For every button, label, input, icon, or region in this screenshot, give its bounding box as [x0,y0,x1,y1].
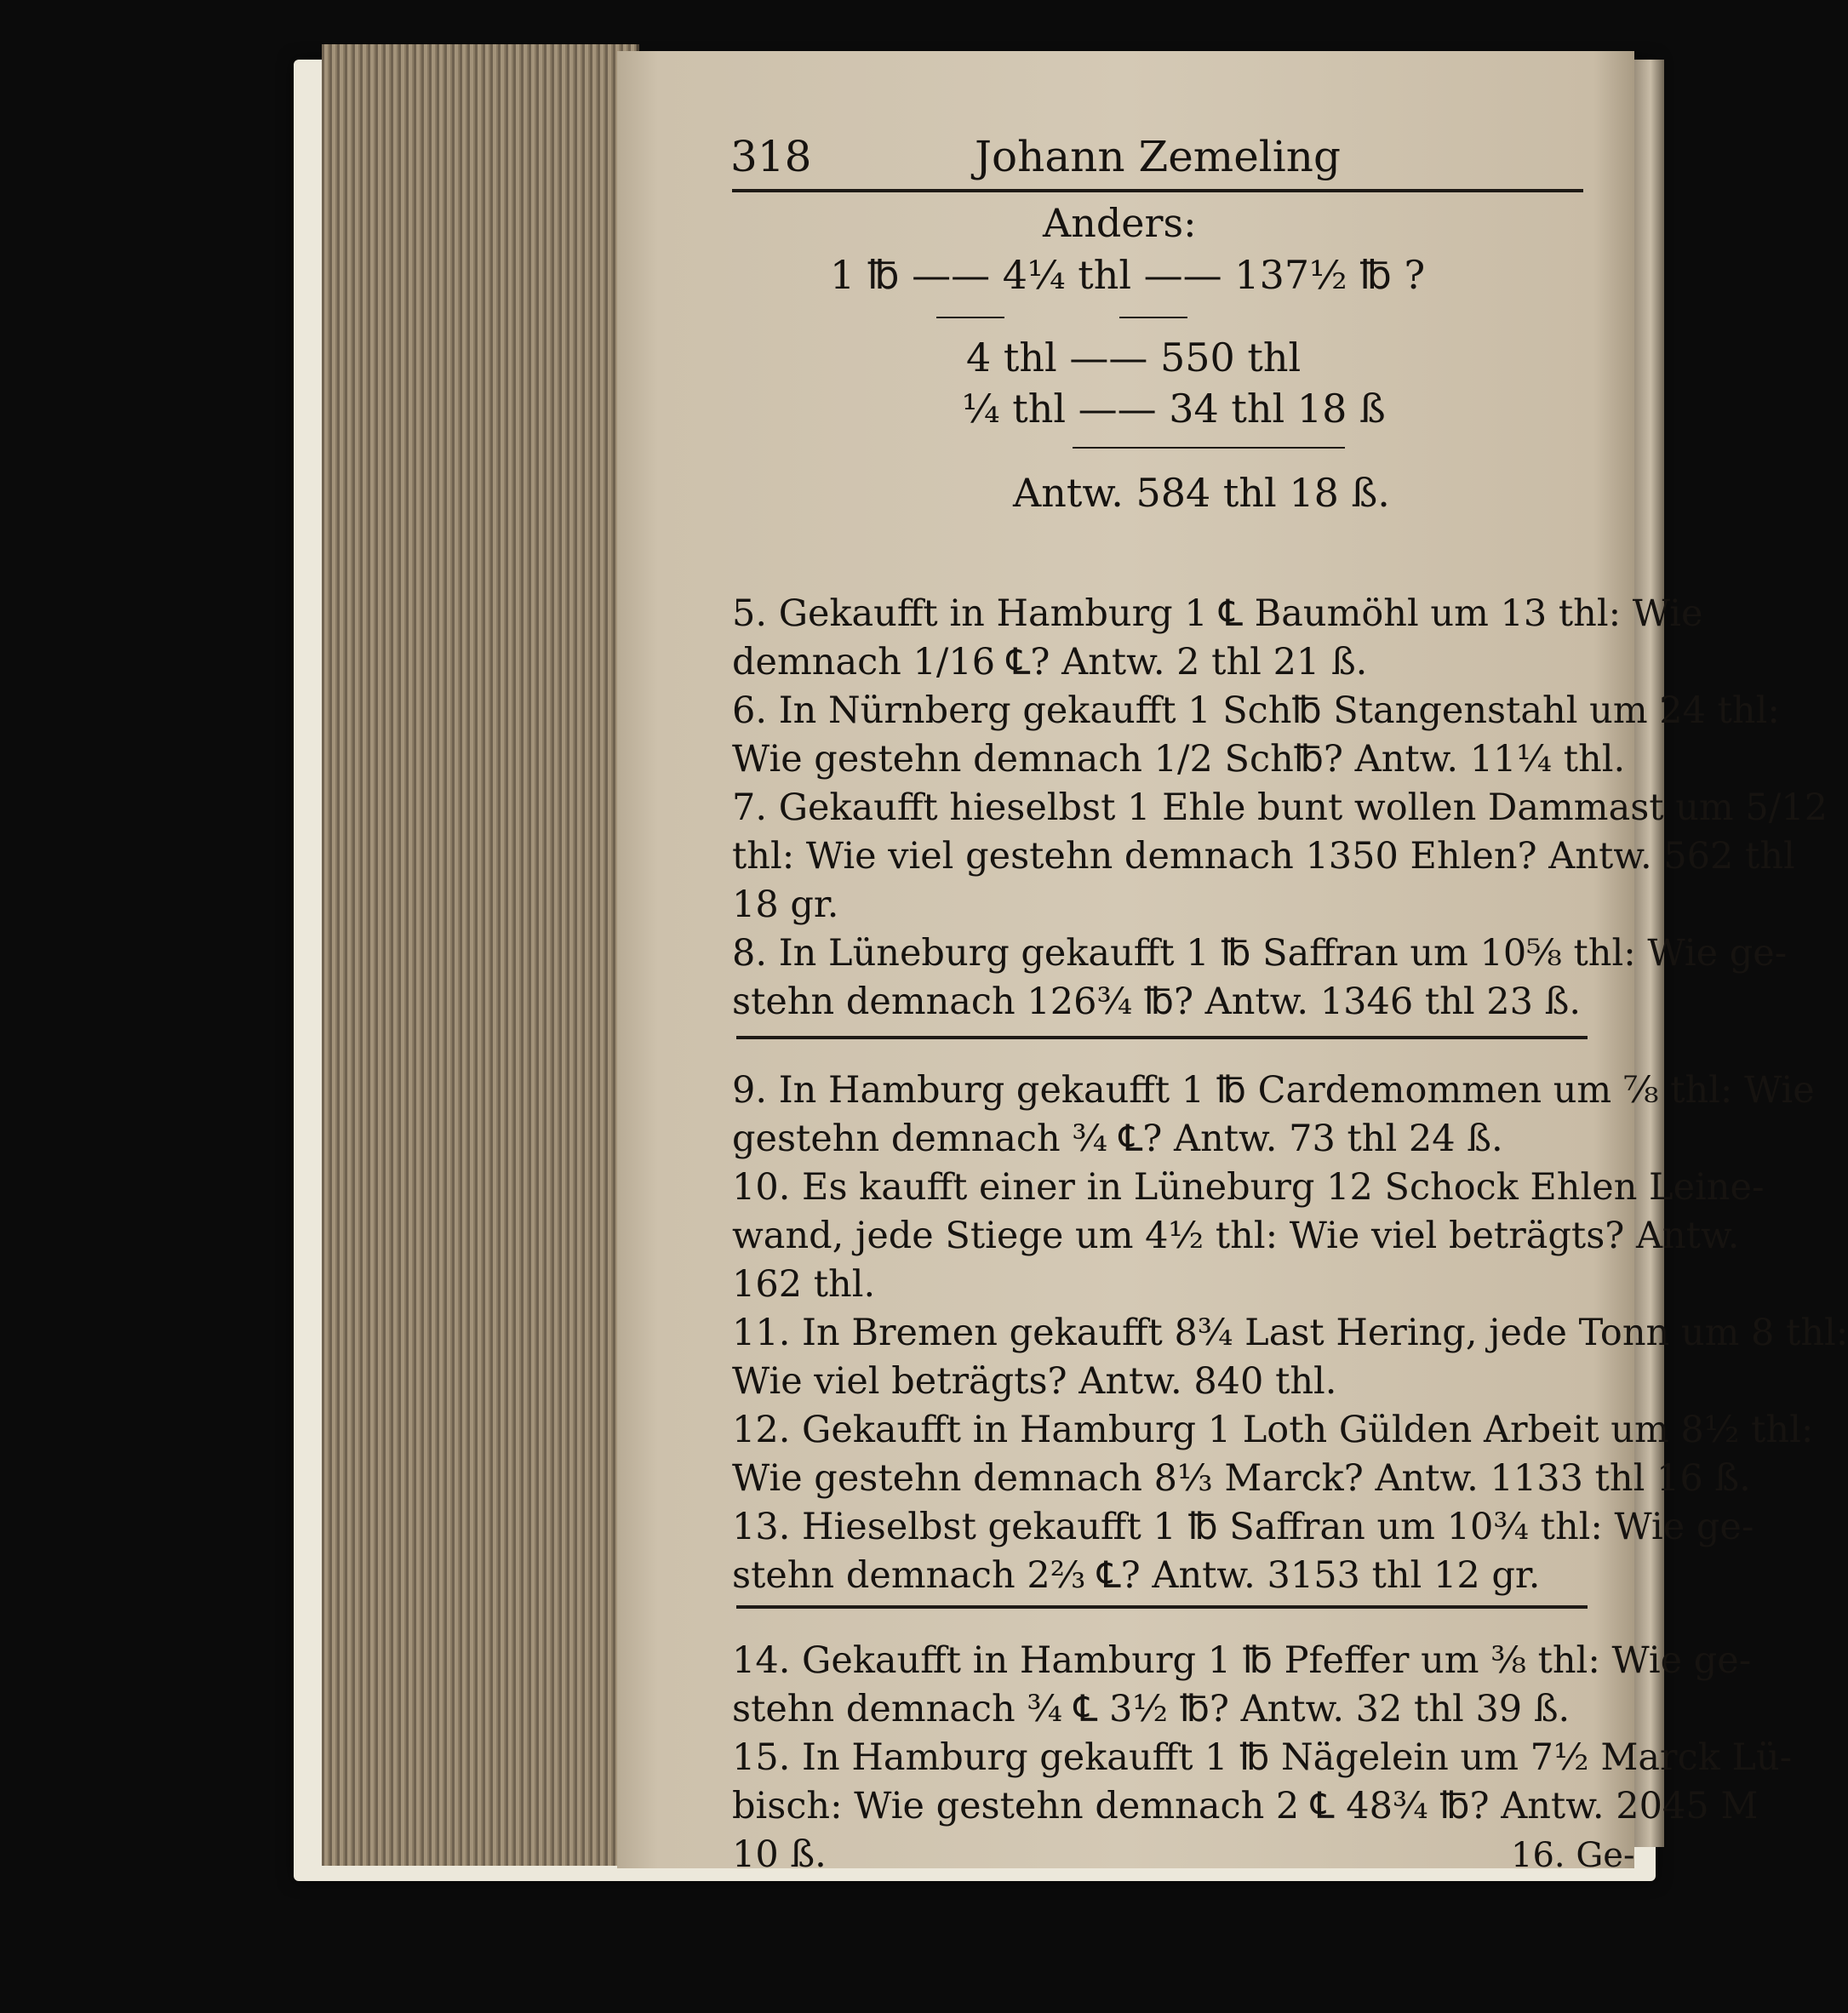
text-line: 5. Gekaufft in Hamburg 1 ℄ Baumöhl um 13 thl: Wie [732,592,1703,635]
text-line: 7. Gekaufft hieselbst 1 Ehle bunt wollen Dammast um 5/12 [732,786,1828,829]
catchword: 16. Ge- [1511,1836,1635,1875]
text-line: 18 gr. [732,884,839,926]
book-page [617,51,1848,1876]
text-line: 11. In Bremen gekaufft 8¾ Last Hering, jede Tonn um 8 thl: [732,1312,1848,1354]
calc-dash-2 [1119,317,1187,318]
text-line: stehn demnach ¾ ℄ 3½ ℔? Antw. 32 thl 39 ß. [732,1688,1571,1730]
text-line: bisch: Wie gestehn demnach 2 ℄ 48¾ ℔? Antw. 2045 M [732,1785,1759,1827]
text-line: 162 thl. [732,1263,876,1306]
anders-heading: Anders: [1043,200,1197,246]
calc-row-1: 1 ℔ —— 4¼ thl —— 137½ ℔ ? [830,252,1426,298]
text-line: 10 ß. [732,1833,827,1876]
text-line: 8. In Lüneburg gekaufft 1 ℔ Saffran um 10⅝ thl: Wie ge- [732,932,1788,975]
text-line: stehn demnach 2⅔ ℄? Antw. 3153 thl 12 gr. [732,1554,1541,1597]
text-line: thl: Wie viel gestehn demnach 1350 Ehlen? Antw. 562 thl [732,835,1795,878]
calc-row-2: 4 thl —— 550 thl [966,335,1302,380]
page-number: 318 [730,132,812,181]
text-line: 13. Hieselbst gekaufft 1 ℔ Saffran um 10¾ thl: Wie ge- [732,1506,1754,1548]
section-rule-1 [736,1036,1588,1039]
text-line: 12. Gekaufft in Hamburg 1 Loth Gülden Arbeit um 8½ thl: [732,1409,1814,1451]
text-line: 14. Gekaufft in Hamburg 1 ℔ Pfeffer um ⅜ thl: Wie ge- [732,1639,1752,1682]
calc-row-3: ¼ thl —— 34 thl 18 ß [962,386,1386,432]
text-line: 10. Es kaufft einer in Lüneburg 12 Schock Ehlen Leine- [732,1166,1765,1209]
calc-sum-rule [1073,447,1345,449]
page-edges [322,44,639,1866]
calc-dash-1 [936,317,1004,318]
running-title: Johann Zemeling [975,132,1341,181]
text-line: Wie gestehn demnach 8⅓ Marck? Antw. 1133 thl 16 ß. [732,1457,1751,1500]
text-line: 9. In Hamburg gekaufft 1 ℔ Cardemommen um ⅞ thl: Wie [732,1069,1815,1112]
text-line: stehn demnach 126¾ ℔? Antw. 1346 thl 23 ß. [732,981,1582,1023]
header-rule [732,189,1583,192]
text-line: Wie gestehn demnach 1/2 Sch℔? Antw. 11¼ thl. [732,738,1626,781]
text-line: demnach 1/16 ℄? Antw. 2 thl 21 ß. [732,641,1368,683]
calc-answer: Antw. 584 thl 18 ß. [1013,470,1390,516]
text-line: 6. In Nürnberg gekaufft 1 Sch℔ Stangenstahl um 24 thl: [732,689,1780,732]
text-line: 15. In Hamburg gekaufft 1 ℔ Nägelein um 7½ Marck Lü- [732,1736,1793,1779]
text-line: wand, jede Stiege um 4½ thl: Wie viel beträgts? Antw. [732,1215,1740,1257]
text-line: Wie viel beträgts? Antw. 840 thl. [732,1360,1337,1403]
section-rule-2 [736,1605,1588,1609]
text-line: gestehn demnach ¾ ℄? Antw. 73 thl 24 ß. [732,1118,1503,1160]
